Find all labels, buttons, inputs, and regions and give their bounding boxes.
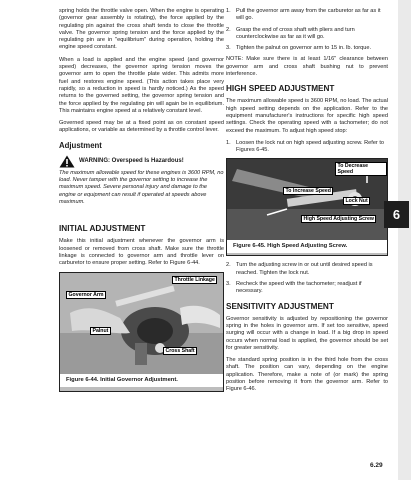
warning-triangle-icon: [59, 155, 75, 168]
throttle-linkage-label: Throttle Linkage: [172, 276, 217, 284]
list-item: 1. Pull the governor arm away from the carburetor as far as it will go.: [226, 8, 381, 22]
governed-speed-paragraph: Governed speed may be at a fixed point as on constant speed applications, or variable as determined by a throttle control lever.: [59, 120, 224, 134]
warning-body: The maximum allowable speed for these engines is 3600 RPM, no load. Never tamper with the governor setting to increase the maximum speed. Severe personal injury and damage to the engine or equipment can result if operated at speeds above maximum.: [59, 169, 224, 205]
warning-header: [59, 155, 224, 168]
high-speed-steps-continued: [226, 262, 388, 295]
left-column: [59, 8, 224, 392]
governor-photo: [60, 273, 224, 374]
high-speed-screw-label: High Speed Adjusting Screw: [301, 215, 376, 223]
warning-title: WARNING: Overspeed Is Hazardous!: [79, 157, 184, 164]
load-response-paragraph: When a load is applied and the engine speed (and governor speed) decreases, the governor spring tension moves the governor arm to open the throttle plate wider. This admits more fuel and restores engine speed. (This action takes place very rapidly, so a reduction in speed is hardly noticed.) As the speed returns to the governed setting, the governor spring tension and the force applied by the regulating pin will again be in equilibrium. This maintains engine speed at a relatively constant level.: [59, 56, 224, 114]
governor-operation-paragraph: spring holds the throttle valve open. When the engine is operating (governor gear assembly is rotating), the force applied by the regulating pin against the cross shaft tends to close the throttle valve. The governor spring tension and the force applied by the regulating pin are in "equilibrium" during operation, holding the engine speed constant.: [59, 8, 224, 51]
adjustment-heading: Adjustment: [59, 140, 102, 150]
governor-arm-label: Governor Arm: [66, 291, 106, 299]
page-number: 6.29: [370, 462, 383, 469]
palnut-label: Palnut: [90, 327, 111, 335]
list-item: 1. Loosen the lock nut on high speed adjusting screw. Refer to Figures 6-45.: [226, 139, 385, 154]
initial-adjustment-paragraph: Make this initial adjustment whenever the governor arm is loosened or removed from cross shaft. Make sure the throttle linkage is connected to governor arm and throttle lever on carburetor to ensure proper setting. Refer to Figure 6-44.: [59, 238, 224, 267]
section-tab-badge: 6: [384, 201, 409, 228]
high-speed-adjustment-heading: HIGH SPEED ADJUSTMENT: [226, 84, 335, 94]
right-column: [226, 8, 388, 399]
list-item: 3. Recheck the speed with the tachometer; readjust if necessary.: [226, 281, 362, 295]
sensitivity-paragraph-1: Governor sensitivity is adjusted by repositioning the governor spring in the holes in governor arm. If set too sensitive, speed surging will occur with a change in load. If a big drop in speed occurs when normal load is applied, the governor should be set for greater sensitivity.: [226, 315, 388, 351]
cross-shaft-label: Cross Shaft: [163, 347, 197, 355]
figure-6-45-caption: Figure 6-45. High Speed Adjusting Screw.: [227, 240, 388, 252]
initial-adjustment-steps: [226, 8, 388, 52]
figure-6-44-caption: Figure 6-44. Initial Governor Adjustment.: [60, 374, 224, 386]
high-speed-paragraph: The maximum allowable speed is 3600 RPM, no load. The actual high speed setting depends on the application. Refer to the equipment manufacturer's instructions for specific high speed settings. Check the operating speed with a tachometer; do not exceed the maximum. To adjust high speed stop:: [226, 98, 388, 134]
figure-6-45: [226, 158, 388, 256]
list-item: 3. Tighten the palnut on governor arm to 15 in. lb. torque.: [226, 45, 372, 52]
list-item: 2. Grasp the end of cross shaft with pliers and turn counterclockwise as far as it will go.: [226, 26, 355, 40]
sensitivity-paragraph-2: The standard spring position is in the third hole from the cross shaft. The position can vary, depending on the engine application. Therefore, make a note of (or mark) the spring position before removing it from the governor arm. Refer to Figure 6-46.: [226, 357, 388, 393]
to-decrease-speed-label: To Decrease Speed: [335, 162, 387, 176]
sensitivity-adjustment-heading: SENSITIVITY ADJUSTMENT: [226, 301, 334, 311]
lock-nut-label: Lock Nut: [343, 197, 370, 205]
page-edge-strip: [398, 0, 411, 480]
list-item: 2. Turn the adjusting screw in or out until desired speed is reached. Tighten the lock nut.: [226, 262, 373, 276]
clearance-note: NOTE: Make sure there is at least 1/16" clearance between governor arm and cross shaft bushing nut to prevent interference.: [226, 56, 388, 78]
figure-6-44: [59, 272, 224, 392]
to-increase-speed-label: To Increase Speed: [283, 187, 333, 195]
initial-adjustment-heading: INITIAL ADJUSTMENT: [59, 224, 146, 234]
high-speed-steps: [226, 140, 388, 155]
